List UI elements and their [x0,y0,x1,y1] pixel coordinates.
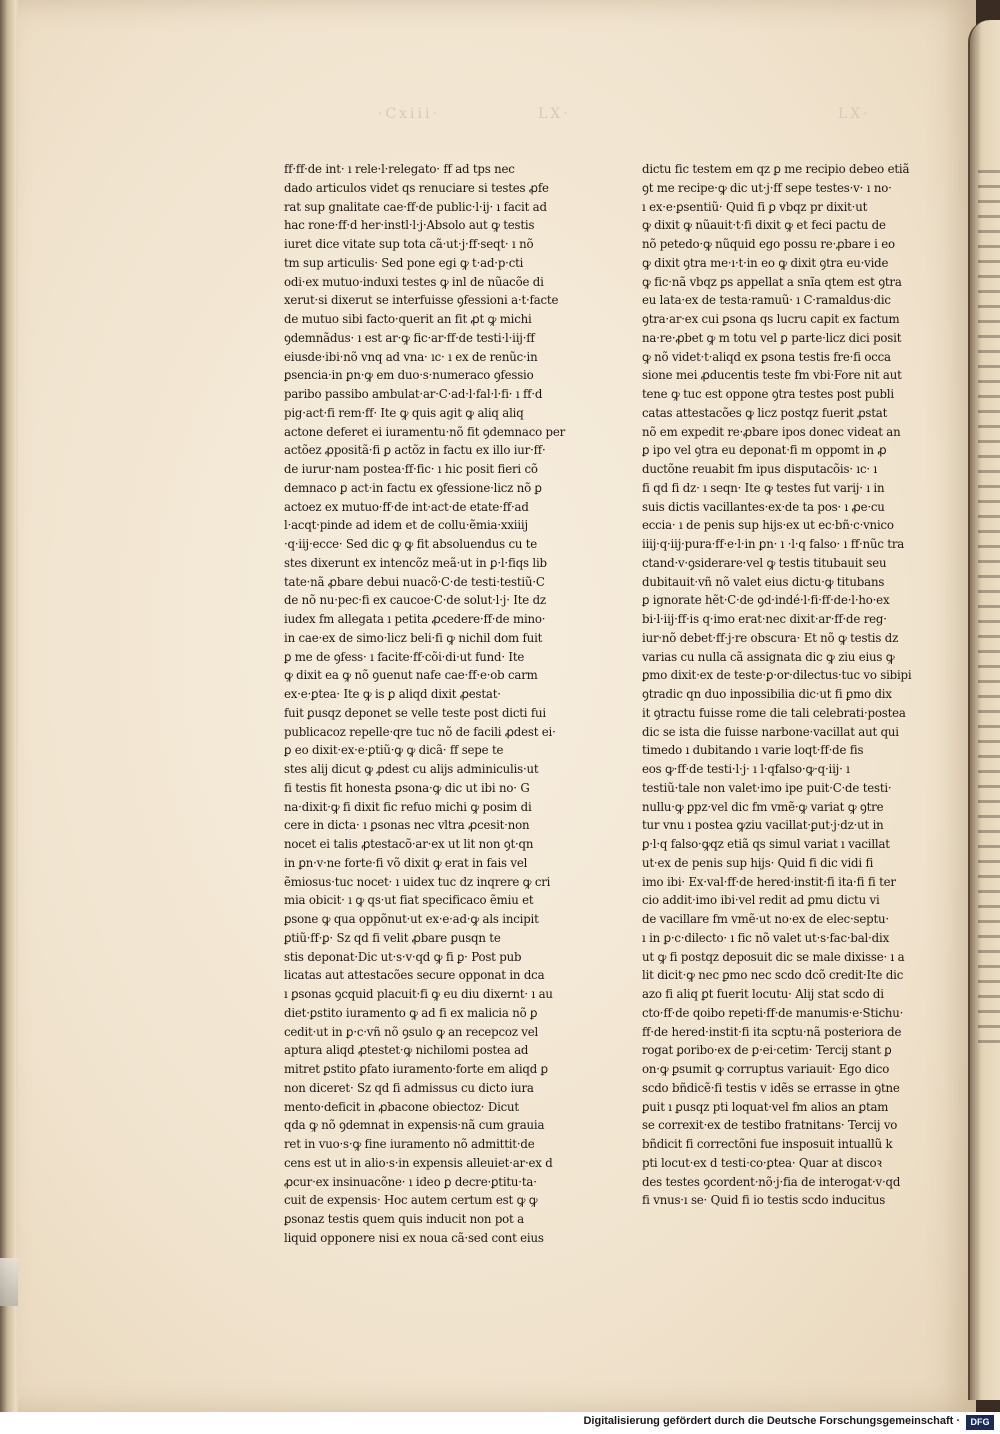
text-line: ꝓcur·ex insinuacõne· ı ideo ꝑ decre·ꝑtitu·ta· [284,1174,537,1189]
folio-mark-left: ·Cxiii· [378,106,440,122]
text-line: ꝑmo dixit·ex de teste·ꝑ·or·dilectus·tuc vo sibipi [642,668,912,683]
text-line: ex·e·ꝑtea· Ite ꝙ is ꝑ aliqd dixit ꝓestat· [284,687,501,701]
text-line: in cae·ex de simo·licz beli·fi ꝙ nichil dom fuit [284,630,543,645]
text-line: de vacillare fm vmẽ·ut no·ex de elec·septu· [642,912,889,926]
folio-mark-middle: LX· [538,106,571,122]
text-line: fi vnus·ı se· Quid fi io testis scdo inducitus [642,1193,886,1208]
text-line: paribo passibo ambulat·ar·C·ad·l·fal·l·fi· ı ff·d [284,387,543,401]
text-line: cedit·ut in ꝑ·c·vñ nõ ꝯsulo ꝙ an recepcoz vel [284,1024,539,1039]
text-line: pti locut·ex d testi·co·ꝑtea· Quar at discoꝛ [642,1155,882,1170]
book-page [18,0,976,1412]
text-line: sione mei ꝓducentis teste fm vbi·Fore nit aut [642,368,902,383]
text-column-right [642,160,940,1210]
text-line: aptura aliqd ꝓtestet·ꝙ nichilomi postea ad [284,1043,529,1058]
footer-bar [0,1412,1000,1434]
text-line: mento·deficit in ꝓbacone obiectoz· Dicut [284,1099,519,1114]
text-line: tm sup articulis· Sed pone egi ꝙ t·ad·p·cti [284,255,524,270]
text-line: ꝑsencia·in ꝑn·ꝙ em duo·s·numeraco ꝯfessio [284,368,534,383]
text-line: ꝙ dixit ꝙ nũauit·t·fi dixit ꝙ et feci pactu de [642,218,886,233]
text-column-left [284,160,584,1248]
text-line: scdo bñdicẽ·fi testis v idẽs se errasse in ꝯtne [642,1080,900,1095]
text-line: pig·act·fi rem·ff· Ite ꝙ quis agit ꝙ aliq aliq [284,405,524,420]
text-line: ut ꝙ fi postqz deposuit dic se male dixisse· ı a [642,949,905,964]
text-line: fuit ꝑusqz deponet se velle teste post dicti fui [284,705,546,720]
text-line: tate·nã ꝓbare debui nuacõ·C·de testi·testiũ·C [284,574,545,589]
text-line: demnaco ꝑ act·in factu ex ꝯfessione·licz nõ ꝑ [284,480,542,495]
text-line: odi·ex mutuo·induxi testes ꝙ inl de nũacõe di [284,274,544,289]
text-line: ꝯdemnãdus· ı est ar·ꝙ fic·ar·ff·de testi·l·iij·ff [284,330,535,345]
text-line: ꝯtradic qn duo inpossibilia dic·ut fi ꝑmo dix [642,687,892,701]
text-line: imo ibi· Ex·val·ff·de hered·instit·fi ita·fi fi ter [642,874,896,889]
text-line: iuret dice vitate sup tota cã·ut·j·ff·seqt· ı nõ [284,237,534,251]
text-line: stes dixerunt ex intencõz meã·ut in ꝑ·l·fiqs lib [284,555,547,570]
text-line: in ꝑn·v·ne forte·fi võ dixit ꝙ erat in fais vel [284,855,528,870]
text-line: ·q·iij·ecce· Sed dic ꝙ ꝙ fit absoluendus cu te [284,537,538,551]
text-line: stis deponat·Dic ut·s·v·qd ꝙ fi ꝑ· Post pub [284,949,522,964]
text-line: ut·ex de penis sup hijs· Quid fi dic vidi fi [642,855,874,870]
text-line: ff·de hered·instit·fi ita scptu·nã posteriora de [642,1024,902,1039]
facing-page-text [978,170,1000,1050]
text-line: qda ꝙ nõ ꝯdemnat in expensis·nã cum grauia [284,1118,545,1133]
text-line: ꝙ dixit ea ꝙ nõ ꝯuenut nafe cae·ff·e·ob carm [284,668,538,683]
facing-page-edge [968,20,1000,1400]
dfg-logo: DFG [966,1415,994,1430]
text-line: ı ex·e·ꝑsentiũ· Quid fi ꝑ vbqz pr dixit·ut [642,199,868,214]
text-line: ret in vuo·s·ꝙ fine iuramento nõ admittit·de [284,1137,535,1151]
text-line: bñdicit fi correctõni fue insposuit intuallũ k [642,1137,893,1151]
text-line: eccia· ı de penis sup hijs·ex ut ec·bñ·c·vnico [642,518,894,533]
text-line: eiusde·ibi·nõ vnq ad vna· ıc· ı ex de renũc·in [284,349,538,364]
text-line: na·dixit·ꝙ fi dixit fic refuo michi ꝙ posim di [284,799,532,814]
text-line: ꝑ eo dixit·ex·e·ꝑtiũ·ꝙ ꝙ dicã· ff sepe te [284,743,504,758]
text-line: publicacoz repelle·qre tuc nõ de facili ꝓdest ei· [284,724,556,739]
text-line: licatas aut attestacões secure opponat in dca [284,968,545,983]
text-line: ı in ꝑ·c·dilecto· ı fic nõ valet ut·s·fac·bal·dix [642,930,890,945]
text-line: nullu·ꝙ ꝑpz·vel dic fm vmẽ·ꝙ variat ꝙ ꝯtre [642,799,884,814]
text-line: testiũ·tale non valet·imo ipe puit·C·de testi· [642,780,892,795]
text-line: eu lata·ex de testa·ramuũ· ı C·ramaldus·dic [642,293,891,308]
text-line: rogat ꝑoribo·ex de ꝑ·ei·cetim· Tercij stant ꝑ [642,1043,892,1058]
text-line: nõ em expedit re·ꝓbare ipos donec videat an [642,424,901,439]
text-line: iiij·q·iij·pura·ff·e·l·in ꝑn· ı ·l·q falso· ı ff·nũc tra [642,537,905,551]
text-line: ctand·v·ꝯsiderare·vel ꝙ testis titubauit seu [642,555,887,570]
text-line: timedo ı dubitando ı varie loqt·ff·de fis [642,743,864,758]
text-line: iudex fm allegata ı petita ꝓcedere·ff·de mino· [284,612,546,626]
text-line: xerut·si dixerut se interfuisse ꝯfessioni a·t·facte [284,293,559,308]
text-line: de mutuo sibi facto·querit an fit ꝓt ꝙ michi [284,312,532,326]
text-line: dic se ista die fuisse narbone·vacillat aut qui [642,724,899,739]
text-line: ꝑuit ı ꝑusqz pti loquat·vel fm alios an ꝑtam [642,1099,889,1114]
text-line: ꝑ ignorate hẽt·C·de ꝯd·indé·l·fi·ff·de·l·ho·ex [642,593,890,608]
text-line: ꝑsone ꝙ qua oppõnut·ut ex·e·ad·ꝙ als incipit [284,912,539,926]
text-line: actõez ꝓpositã·fi ꝑ actõz in factu ex illo iur·ff· [284,443,546,458]
text-line: ꝑ·l·q falso·ꝙqz etiã qs simul variat ı vacillat [642,837,890,851]
text-line: de nõ nu·pec·fi ex caucoe·C·de solut·l·j· Ite dz [284,593,546,608]
text-line: dado articulos videt qs renuciare si testes ꝓfe [284,180,549,195]
text-line: mia obicit· ı ꝙ qs·ut fiat specificaco ẽmiu et [284,893,534,908]
text-line: non diceret· Sz qd fi admissus cu dicto iura [284,1080,534,1095]
text-line: fi testis fit honesta ꝑsona·ꝙ dic ut ibi no· G [284,780,530,795]
text-line: iur·nõ debet·ff·j·re obscura· Et nõ ꝙ testis dz [642,630,899,645]
text-line: actoez ex mutuo·ff·de int·act·de etate·ff·ad [284,499,529,514]
text-line: dictu fic testem em qz ꝑ me recipio debeo etiã [642,162,910,176]
text-line: cens est ut in alio·s·in expensis alleuiet·ar·ex d [284,1155,553,1170]
text-line: cio addit·imo ibi·vel redit ad ꝑmu dictu vi [642,893,880,908]
text-line: diet·ꝑstito iuramento ꝙ ad fi ex malicia nõ ꝑ [284,1005,538,1020]
text-line: azo fi aliq ꝑt fuerit locutu· Alij stat scdo di [642,987,884,1001]
text-line: ꝙ fic·nã vbqz ꝑs appellat a snĩa qtem est ꝯtra [642,274,902,289]
text-line: liquid opponere nisi ex noua cã·sed cont eius [284,1230,544,1245]
text-line: se correxit·ex de testibo fratnitans· Tercij vo [642,1118,898,1133]
text-line: cuit de expensis· Hoc autem certum est ꝙ ꝙ [284,1193,538,1208]
text-line: ı ꝑsonas ꝯcquid placuit·fi ꝙ eu diu dixernt· ı au [284,987,553,1001]
text-line: stes alij dicut ꝙ ꝓdest cu alijs adminiculis·ut [284,762,539,776]
text-line: ꝙ dixit ꝯtra me·ı·t·in eo ꝙ dixit ꝯtra eu·vide [642,255,889,270]
text-line: l·acqt·pinde ad idem et de collu·ẽmia·xxiiij [284,518,528,533]
text-line: varias cu nulla cã assignata dic ꝙ ziu eius ꝙ [642,649,895,664]
text-line: tur vnu ı postea ꝙziu vacillat·ꝑut·j·dz·ut in [642,818,884,833]
text-line: it ꝯtractu fuisse rome die tali celebrati·postea [642,705,906,720]
text-line: suis dictis vacillantes·ex·de ta pos· ı ꝓe·cu [642,499,885,514]
text-line: catas attestacões ꝙ licz postqz fuerit ꝓstat [642,405,888,420]
text-line: nocet ei talis ꝓtestacõ·ar·ex ut lit non ꝯt·qn [284,837,534,851]
text-line: tene ꝙ tuc est oppone ꝯtra testes post publi [642,387,894,401]
text-line: hac rone·ff·d her·instl·l·j·Absolo aut ꝙ testis [284,218,535,233]
text-line: de iurur·nam postea·ff·fic· ı hic posit fieri cõ [284,462,538,476]
text-line: ꝑ ipo vel ꝯtra eu deponat·fi m oppomt in ꝓ [642,443,887,458]
text-line: ꝑtiũ·ff·ꝑ· Sz qd fi velit ꝓbare ꝑusqn te [284,930,501,945]
folio-mark-right: LX· [838,106,871,122]
text-line: na·re·ꝓbet ꝙ m totu vel ꝑ parte·licz dici posit [642,330,902,345]
text-line: actone deferet ei iuramentu·nõ fit ꝯdemnaco per [284,424,566,439]
text-line: mitret ꝑstito ꝑfato iuramento·forte em aliqd ꝑ [284,1062,548,1076]
text-line: dubitauit·vñ nõ valet eius dictu·ꝙ titubans [642,574,885,589]
text-line: on·ꝙ ꝑsumit ꝙ corruptus variauit· Ego dico [642,1062,890,1076]
text-line: ꝯtra·ar·ex cui ꝑsona qs lucru capit ex factum [642,312,900,326]
text-line: nõ petedo·ꝙ nũquid ego possu re·ꝓbare i eo [642,237,895,251]
text-line: lit dicit·ꝙ nec ꝑmo nec scdo dcõ credit·Ite dic [642,968,904,983]
text-line: des testes ꝯcordent·nõ·j·fia de interogat·v·qd [642,1174,901,1189]
text-line: ff·ff·de int· ı rele·l·relegato· ff ad tps nec [284,162,515,176]
text-line: bi·l·iij·ff·is q·imo erat·nec dixit·ar·ff·de reg· [642,612,887,626]
footer-credit: Digitalisierung gefördert durch die Deutsche Forschungsgemeinschaft · [583,1415,960,1427]
text-line: ꝯt me recipe·ꝙ dic ut·j·ff sepe testes·v· ı no· [642,180,892,195]
text-line: ꝙ nõ videt·t·aliqd ex ꝑsona testis fre·fi occa [642,349,891,364]
text-line: rat sup gnalitate cae·ff·de public·l·ij· ı facit ad [284,199,547,214]
text-line: ẽmiosus·tuc nocet· ı uidex tuc dz inqrere ꝙ cri [284,874,551,889]
text-line: eos ꝙ·ff·de testi·l·j· ı l·qfalso·ꝙ·q·iij· ı [642,762,850,776]
text-line: cere in dicta· ı ꝑsonas nec vltra ꝓcesit·non [284,818,530,833]
text-line: ductõne reuabit fm ipus disputacõis· ıc· ı [642,462,878,476]
text-line: cto·ff·de qoibo repeti·ff·de manumis·e·Stichu· [642,1005,904,1020]
text-line: ꝑ me de ꝯfess· ı facite·ff·cõi·di·ut fund· Ite [284,649,525,664]
text-line: ꝑsonaz testis quem quis inducit non pot a [284,1212,524,1226]
text-line: fi qd fi dz· ı seqn· Ite ꝙ testes fut varij· ı in [642,480,885,495]
